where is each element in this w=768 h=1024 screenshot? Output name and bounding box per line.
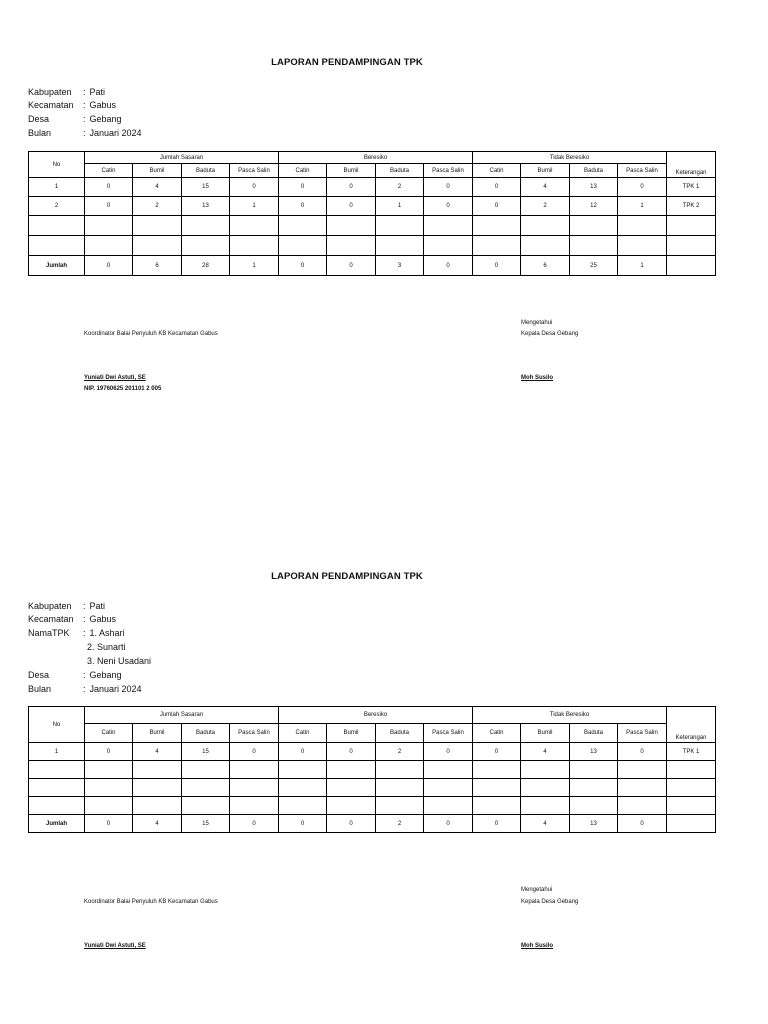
- table-row: [29, 197, 716, 216]
- table-row: [29, 178, 716, 197]
- cell-keterangan: [667, 236, 716, 256]
- table-cell: [376, 236, 424, 256]
- table-cell: [230, 779, 279, 797]
- table-cell: 0: [279, 178, 327, 197]
- subheader-cell: Baduta: [570, 724, 618, 743]
- table-cell: [376, 779, 424, 797]
- info-label: Kecamatan: [28, 614, 74, 624]
- table-cell: [570, 761, 618, 779]
- cell-keterangan: TPK 1: [667, 743, 716, 761]
- table-cell: [182, 216, 230, 236]
- subheader-cell: Pasca Salin: [424, 724, 473, 743]
- total-cell: 15: [182, 815, 230, 833]
- table-cell: [521, 216, 570, 236]
- cell-keterangan: [667, 216, 716, 236]
- report-table: [28, 706, 716, 833]
- table-cell: 0: [473, 178, 521, 197]
- total-cell: 0: [85, 815, 133, 833]
- sig-left-name: Yuniati Dwi Astuti, SE: [84, 943, 146, 949]
- info-value: Gebang: [89, 670, 122, 680]
- total-cell: 0: [473, 815, 521, 833]
- table-cell: [133, 216, 182, 236]
- table-cell: [376, 761, 424, 779]
- sig-right-name: Moh Susilo: [521, 943, 553, 949]
- table-cell: 0: [327, 743, 376, 761]
- table-cell: 13: [570, 178, 618, 197]
- subheader-cell: Bumil: [521, 164, 570, 178]
- table-cell: [424, 761, 473, 779]
- header-group-beresiko: Beresiko: [279, 707, 473, 724]
- table-cell: 0: [473, 197, 521, 216]
- subheader-cell: Bumil: [327, 164, 376, 178]
- table-cell: [327, 797, 376, 815]
- table-cell: [521, 779, 570, 797]
- table-cell: 2: [376, 178, 424, 197]
- table-cell: 0: [279, 197, 327, 216]
- info-desa: Desa : Gebang: [28, 670, 122, 680]
- table-cell: [618, 761, 667, 779]
- header-keterangan: Keterangan: [667, 707, 716, 743]
- info-namatpk-3: [28, 654, 151, 668]
- subheader-cell: Baduta: [570, 164, 618, 178]
- table-cell: [85, 797, 133, 815]
- table-cell: [570, 236, 618, 256]
- total-cell: 6: [133, 256, 182, 276]
- table-cell: 15: [182, 178, 230, 197]
- table-cell: [618, 779, 667, 797]
- subheader-cell: Catin: [85, 164, 133, 178]
- header-group-jumlah-sasaran: Jumlah Sasaran: [85, 707, 279, 724]
- total-cell: 3: [376, 256, 424, 276]
- total-cell: 1: [230, 256, 279, 276]
- subheader-cell: Pasca Salin: [230, 724, 279, 743]
- table-cell: 1: [618, 197, 667, 216]
- table-cell: [376, 797, 424, 815]
- subheader-cell: Bumil: [133, 724, 182, 743]
- subheader-cell: Pasca Salin: [424, 164, 473, 178]
- sig-left-nip: NIP. 19760625 201101 2 005: [84, 386, 162, 392]
- cell-no: [29, 236, 85, 256]
- total-label: Jumlah: [29, 256, 85, 276]
- table-cell: 0: [85, 743, 133, 761]
- table-cell: [521, 761, 570, 779]
- total-cell: 0: [327, 815, 376, 833]
- info-bulan: Bulan : Januari 2024: [28, 684, 142, 694]
- sig-right-name: Moh Susilo: [521, 375, 553, 381]
- info-label: Kabupaten: [28, 87, 72, 97]
- table-cell: 12: [570, 197, 618, 216]
- table-cell: [521, 236, 570, 256]
- table-cell: [570, 216, 618, 236]
- header-group-jumlah-sasaran: Jumlah Sasaran: [85, 152, 279, 164]
- cell-no: [29, 761, 85, 779]
- subheader-cell: Bumil: [327, 724, 376, 743]
- header-group-beresiko: Beresiko: [279, 152, 473, 164]
- header-keterangan: Keterangan: [667, 152, 716, 178]
- table-cell: [133, 761, 182, 779]
- table-cell: 1: [376, 197, 424, 216]
- info-value: Gabus: [89, 614, 117, 624]
- table-cell: [473, 236, 521, 256]
- info-label: Kabupaten: [28, 601, 72, 611]
- total-cell: 1: [618, 256, 667, 276]
- info-value: 1. Ashari: [89, 628, 125, 638]
- table-cell: [424, 236, 473, 256]
- table-cell: [618, 216, 667, 236]
- table-cell: [473, 797, 521, 815]
- table-cell: 1: [230, 197, 279, 216]
- info-label: Desa: [28, 114, 50, 124]
- sig-left-role: Koordinator Balai Penyuluh KB Kecamatan Gabus: [84, 331, 218, 337]
- table-cell: [182, 761, 230, 779]
- sig-left-role: Koordinator Balai Penyuluh KB Kecamatan Gabus: [84, 899, 218, 905]
- cell-keterangan: [667, 797, 716, 815]
- info-value: 2. Sunarti: [87, 642, 126, 652]
- table-cell: 4: [133, 743, 182, 761]
- table-cell: 15: [182, 743, 230, 761]
- table-row: [29, 743, 716, 761]
- total-cell: 4: [521, 815, 570, 833]
- header-no: No: [29, 707, 85, 743]
- header-no: No: [29, 152, 85, 178]
- total-cell: 2: [376, 815, 424, 833]
- report-table: [28, 151, 716, 276]
- info-label: Kecamatan: [28, 100, 74, 110]
- info-value: Januari 2024: [89, 128, 142, 138]
- table-cell: [230, 216, 279, 236]
- info-value: Januari 2024: [89, 684, 142, 694]
- total-label: Jumlah: [29, 815, 85, 833]
- info-kabupaten: Kabupaten : Pati: [28, 601, 106, 611]
- cell-keterangan: [667, 761, 716, 779]
- cell-no: [29, 779, 85, 797]
- info-value: 3. Neni Usadani: [87, 656, 152, 666]
- table-cell: 2: [376, 743, 424, 761]
- table-row: [29, 761, 716, 779]
- table-cell: 0: [230, 743, 279, 761]
- cell-no: [29, 216, 85, 236]
- table-cell: [279, 779, 327, 797]
- table-cell: [327, 236, 376, 256]
- subheader-cell: Pasca Salin: [618, 724, 667, 743]
- subheader-cell: Catin: [279, 164, 327, 178]
- sig-right-pre: Mengetahui: [521, 887, 553, 893]
- table-cell: 4: [521, 178, 570, 197]
- total-cell: 0: [618, 815, 667, 833]
- table-cell: [85, 216, 133, 236]
- table-cell: 0: [618, 178, 667, 197]
- table-cell: 2: [521, 197, 570, 216]
- info-namatpk-2: [28, 640, 126, 654]
- table-cell: [570, 779, 618, 797]
- total-cell: 0: [230, 815, 279, 833]
- total-cell: 0: [424, 815, 473, 833]
- table-cell: 0: [85, 197, 133, 216]
- report-title: LAPORAN PENDAMPINGAN TPK: [271, 57, 423, 68]
- table-row: [29, 797, 716, 815]
- table-cell: [133, 236, 182, 256]
- total-cell: 0: [279, 256, 327, 276]
- table-cell: 13: [570, 743, 618, 761]
- info-value: Gabus: [89, 100, 117, 110]
- subheader-cell: Bumil: [133, 164, 182, 178]
- cell-keterangan: TPK 1: [667, 178, 716, 197]
- table-cell: 0: [230, 178, 279, 197]
- subheader-cell: Baduta: [182, 724, 230, 743]
- total-keterangan: [667, 815, 716, 833]
- table-cell: [279, 236, 327, 256]
- table-cell: [424, 779, 473, 797]
- table-cell: 13: [182, 197, 230, 216]
- sig-right-role: Kepala Desa Gebang: [521, 331, 579, 337]
- total-cell: 13: [570, 815, 618, 833]
- cell-no: [29, 797, 85, 815]
- table-cell: [230, 797, 279, 815]
- info-desa: Desa : Gebang: [28, 114, 122, 124]
- subheader-cell: Catin: [279, 724, 327, 743]
- table-cell: 4: [521, 743, 570, 761]
- table-cell: 2: [133, 197, 182, 216]
- table-cell: 0: [424, 743, 473, 761]
- sig-right-role: Kepala Desa Gebang: [521, 899, 579, 905]
- total-row: [29, 256, 716, 276]
- table-cell: [230, 236, 279, 256]
- info-value: Gebang: [89, 114, 122, 124]
- table-cell: 0: [85, 178, 133, 197]
- table-cell: [133, 779, 182, 797]
- info-label: Bulan: [28, 684, 52, 694]
- total-cell: 0: [85, 256, 133, 276]
- total-cell: 25: [570, 256, 618, 276]
- subheader-cell: Baduta: [376, 724, 424, 743]
- table-cell: [618, 236, 667, 256]
- table-cell: [327, 216, 376, 236]
- info-namatpk: NamaTPK : 1. Ashari: [28, 628, 125, 638]
- info-label: Desa: [28, 670, 50, 680]
- table-cell: 0: [279, 743, 327, 761]
- total-cell: 0: [473, 256, 521, 276]
- subheader-cell: Pasca Salin: [618, 164, 667, 178]
- subheader-cell: Catin: [473, 164, 521, 178]
- info-value: Pati: [89, 601, 106, 611]
- table-cell: [182, 779, 230, 797]
- total-cell: 4: [133, 815, 182, 833]
- subheader-row: [29, 164, 716, 178]
- info-label: Bulan: [28, 128, 52, 138]
- table-cell: [327, 779, 376, 797]
- header-group-tidak-beresiko: Tidak Beresiko: [473, 707, 667, 724]
- info-bulan: Bulan : Januari 2024: [28, 128, 142, 138]
- subheader-cell: Bumil: [521, 724, 570, 743]
- cell-keterangan: [667, 779, 716, 797]
- subheader-cell: Pasca Salin: [230, 164, 279, 178]
- subheader-cell: Catin: [85, 724, 133, 743]
- subheader-cell: Baduta: [376, 164, 424, 178]
- table-cell: [521, 797, 570, 815]
- table-cell: [279, 761, 327, 779]
- table-cell: [473, 216, 521, 236]
- table-cell: [570, 797, 618, 815]
- total-cell: 28: [182, 256, 230, 276]
- table-cell: [182, 236, 230, 256]
- table-cell: 0: [473, 743, 521, 761]
- table-cell: 0: [424, 197, 473, 216]
- cell-no: 2: [29, 197, 85, 216]
- table-cell: [85, 236, 133, 256]
- table-cell: [85, 761, 133, 779]
- cell-no: 1: [29, 178, 85, 197]
- table-cell: [327, 761, 376, 779]
- header-group-tidak-beresiko: Tidak Beresiko: [473, 152, 667, 164]
- table-cell: [376, 216, 424, 236]
- table-cell: 0: [424, 178, 473, 197]
- table-cell: 0: [327, 178, 376, 197]
- info-kecamatan: Kecamatan : Gabus: [28, 614, 117, 624]
- table-cell: [85, 779, 133, 797]
- table-cell: [133, 797, 182, 815]
- cell-no: 1: [29, 743, 85, 761]
- table-cell: [230, 761, 279, 779]
- table-cell: [424, 216, 473, 236]
- info-kecamatan: Kecamatan : Gabus: [28, 100, 117, 110]
- total-row: [29, 815, 716, 833]
- subheader-row: [29, 724, 716, 743]
- table-cell: [182, 797, 230, 815]
- table-cell: [279, 216, 327, 236]
- table-cell: 0: [618, 743, 667, 761]
- sig-left-name: Yuniati Dwi Astuti, SE: [84, 375, 146, 381]
- info-kabupaten: Kabupaten : Pati: [28, 87, 106, 97]
- table-cell: [424, 797, 473, 815]
- subheader-cell: Catin: [473, 724, 521, 743]
- table-cell: [279, 797, 327, 815]
- table-cell: [473, 779, 521, 797]
- table-row: [29, 216, 716, 236]
- total-keterangan: [667, 256, 716, 276]
- total-cell: 0: [327, 256, 376, 276]
- info-value: Pati: [89, 87, 106, 97]
- sig-right-pre: Mengetahui: [521, 320, 553, 326]
- cell-keterangan: TPK 2: [667, 197, 716, 216]
- report-title: LAPORAN PENDAMPINGAN TPK: [271, 571, 423, 582]
- info-label: NamaTPK: [28, 628, 70, 638]
- table-cell: [618, 797, 667, 815]
- total-cell: 0: [424, 256, 473, 276]
- total-cell: 6: [521, 256, 570, 276]
- table-row: [29, 236, 716, 256]
- total-cell: 0: [279, 815, 327, 833]
- table-cell: 4: [133, 178, 182, 197]
- table-cell: [473, 761, 521, 779]
- subheader-cell: Baduta: [182, 164, 230, 178]
- table-row: [29, 779, 716, 797]
- table-cell: 0: [327, 197, 376, 216]
